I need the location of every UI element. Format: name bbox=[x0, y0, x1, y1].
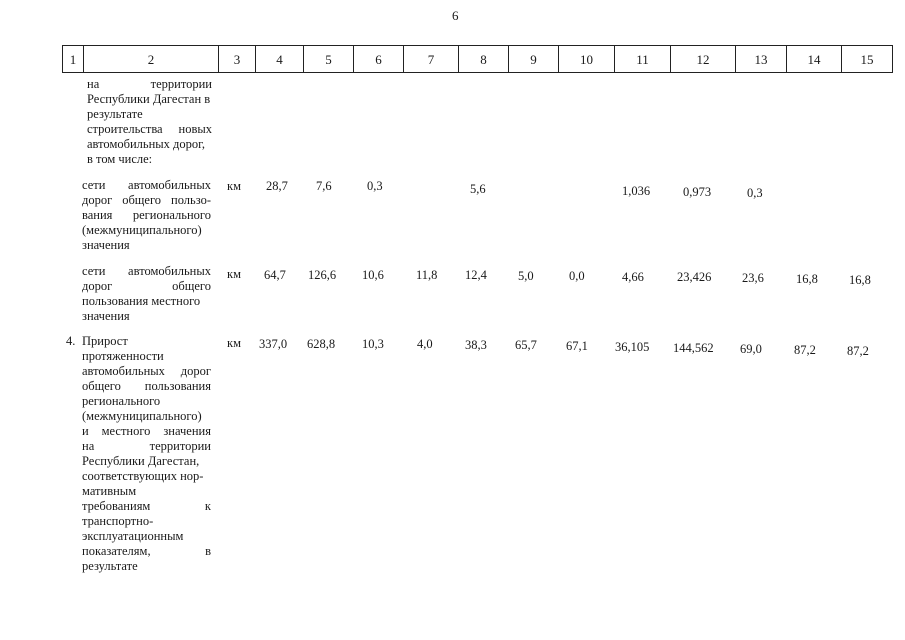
text-line: вания регионального bbox=[82, 208, 211, 222]
value-cell: 0,973 bbox=[683, 185, 712, 199]
header-cell: 7 bbox=[403, 45, 458, 73]
value-cell: 5,6 bbox=[470, 182, 486, 196]
header-cell: 8 bbox=[458, 45, 508, 73]
value-cell: 11,8 bbox=[416, 268, 438, 282]
text-line: Республики Дагестан, bbox=[82, 454, 200, 468]
header-cell: 13 bbox=[735, 45, 786, 73]
unit-cell: км bbox=[227, 267, 241, 281]
header-cell: 15 bbox=[841, 45, 893, 73]
text-line: регионального bbox=[82, 394, 161, 408]
text-line: и местного значения bbox=[82, 424, 211, 438]
value-cell: 0,3 bbox=[367, 179, 383, 193]
value-cell: 16,8 bbox=[796, 272, 818, 286]
text-line: Прирост bbox=[82, 334, 128, 348]
header-cell: 10 bbox=[558, 45, 614, 73]
value-cell: 0,3 bbox=[747, 186, 763, 200]
header-cell: 2 bbox=[83, 45, 218, 73]
text-line: сети автомобильных bbox=[82, 178, 211, 192]
text-line: общего пользования bbox=[82, 379, 211, 393]
text-line: результате bbox=[87, 107, 143, 121]
text-line: эксплуатационным bbox=[82, 529, 184, 543]
text-line: на территории bbox=[87, 77, 212, 91]
unit-cell: км bbox=[227, 179, 241, 193]
value-cell: 16,8 bbox=[849, 273, 871, 287]
text-line: на территории bbox=[82, 439, 211, 453]
header-cell: 5 bbox=[303, 45, 353, 73]
text-line: автомобильных дорог bbox=[82, 364, 211, 378]
text-line: дорог общего пользо- bbox=[82, 193, 211, 207]
value-cell: 23,6 bbox=[742, 271, 764, 285]
header-cell: 14 bbox=[786, 45, 841, 73]
unit-cell: км bbox=[227, 336, 241, 350]
header-cell: 4 bbox=[255, 45, 303, 73]
text-line: значения bbox=[82, 309, 130, 323]
header-cell: 3 bbox=[218, 45, 255, 73]
value-cell: 28,7 bbox=[266, 179, 288, 193]
header-cell: 9 bbox=[508, 45, 558, 73]
header-cell: 1 bbox=[62, 45, 83, 73]
value-cell: 23,426 bbox=[677, 270, 712, 284]
text-line: Республики Дагестан в bbox=[87, 92, 211, 106]
value-cell: 87,2 bbox=[794, 343, 816, 357]
text-line: дорог общего bbox=[82, 279, 211, 293]
value-cell: 126,6 bbox=[308, 268, 337, 282]
value-cell: 7,6 bbox=[316, 179, 332, 193]
page-number: 6 bbox=[452, 8, 459, 23]
text-line: показателям, в bbox=[82, 544, 211, 558]
value-cell: 65,7 bbox=[515, 338, 537, 352]
value-cell: 4,66 bbox=[622, 270, 644, 284]
text-line: автомобильных дорог, bbox=[87, 137, 206, 151]
value-cell: 5,0 bbox=[518, 269, 534, 283]
value-cell: 4,0 bbox=[417, 337, 433, 351]
text-line: (межмуниципального) bbox=[82, 409, 202, 423]
value-cell: 0,0 bbox=[569, 269, 585, 283]
text-line: строительства новых bbox=[87, 122, 212, 136]
value-cell: 87,2 bbox=[847, 344, 869, 358]
value-cell: 144,562 bbox=[673, 341, 714, 355]
value-cell: 1,036 bbox=[622, 184, 651, 198]
text-line: сети автомобильных bbox=[82, 264, 211, 278]
text-line: протяженности bbox=[82, 349, 164, 363]
header-cell: 11 bbox=[614, 45, 670, 73]
value-cell: 67,1 bbox=[566, 339, 588, 353]
text-line: в том числе: bbox=[87, 152, 153, 166]
row-number: 4. bbox=[66, 334, 76, 348]
value-cell: 69,0 bbox=[740, 342, 762, 356]
text-line: соответствующих нор- bbox=[82, 469, 204, 483]
text-line: значения bbox=[82, 238, 130, 252]
header-cell: 6 bbox=[353, 45, 403, 73]
value-cell: 10,6 bbox=[362, 268, 384, 282]
value-cell: 12,4 bbox=[465, 268, 487, 282]
text-line: пользования местного bbox=[82, 294, 201, 308]
value-cell: 36,105 bbox=[615, 340, 650, 354]
value-cell: 337,0 bbox=[259, 337, 288, 351]
text-line: мативным bbox=[82, 484, 137, 498]
text-line: требованиям к bbox=[82, 499, 211, 513]
value-cell: 38,3 bbox=[465, 338, 487, 352]
text-line: результате bbox=[82, 559, 138, 573]
text-line: (межмуниципального) bbox=[82, 223, 202, 237]
value-cell: 10,3 bbox=[362, 337, 384, 351]
header-cell: 12 bbox=[670, 45, 735, 73]
value-cell: 64,7 bbox=[264, 268, 286, 282]
text-line: транспортно- bbox=[82, 514, 154, 528]
value-cell: 628,8 bbox=[307, 337, 336, 351]
